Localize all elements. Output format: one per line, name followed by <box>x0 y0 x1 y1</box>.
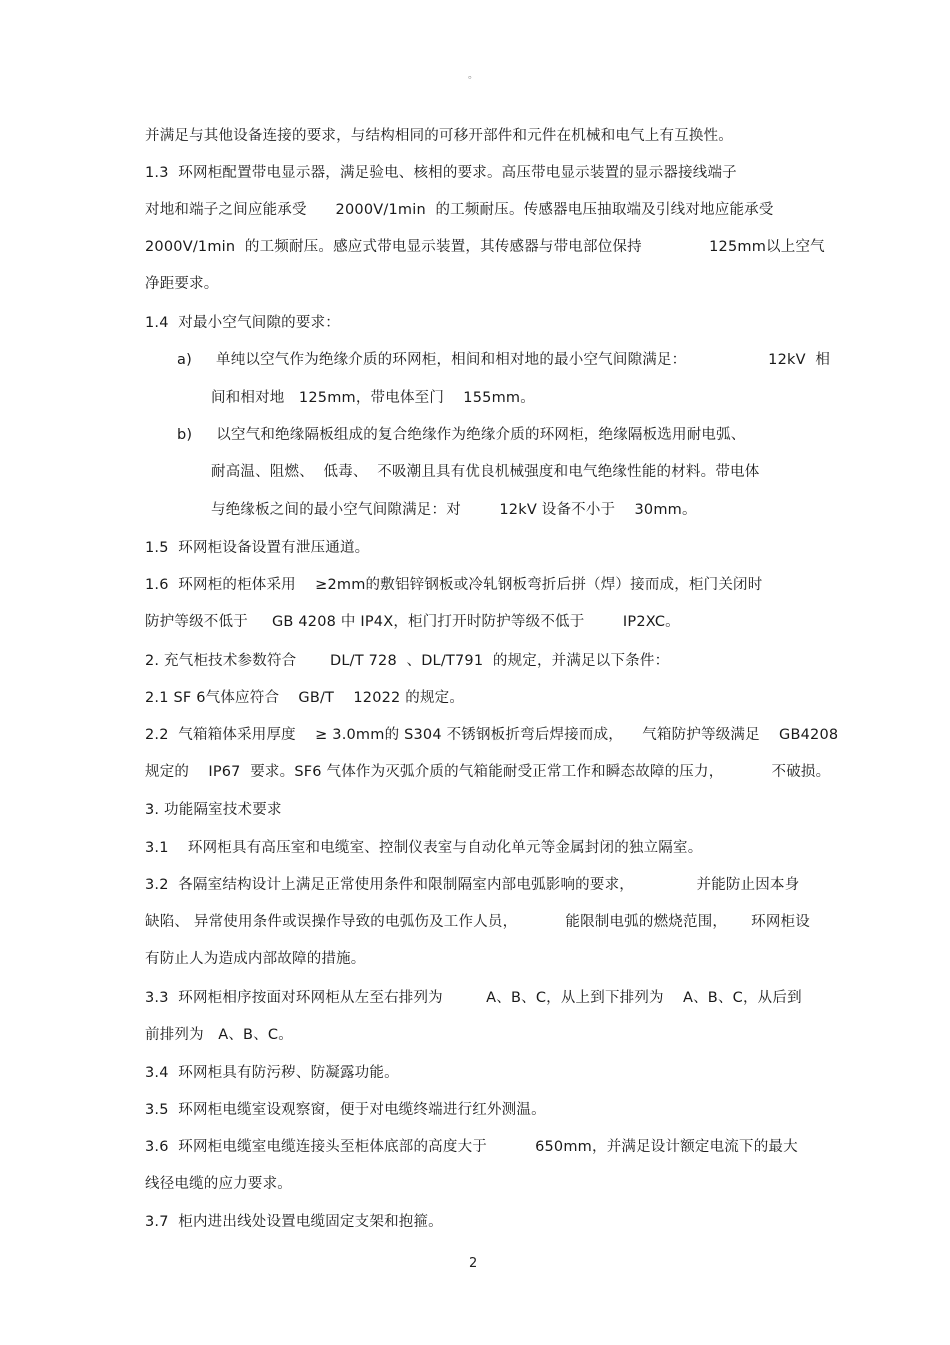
text-line: 缺陷、 异常使用条件或误操作导致的电弧伤及工作人员， 能限制电弧的燃烧范围， 环网柜设 <box>145 914 810 930</box>
text-line: 3.2 各隔室结构设计上满足正常使用条件和限制隔室内部电弧影响的要求， 并能防止因本身 <box>145 877 800 893</box>
text-line: 2. 充气柜技术参数符合 DL/T 728 、DL/T791 的规定，并满足以下条件： <box>145 653 670 669</box>
text-line: 2.1 SF 6气体应符合 GB/T 12022 的规定。 <box>145 690 465 706</box>
text-line: 1.3 环网柜配置带电显示器，满足验电、核相的要求。高压带电显示装置的显示器接线端子 <box>145 165 737 181</box>
text-line: 间和相对地 125mm，带电体至门 155mm。 <box>211 390 535 406</box>
header-mark: 。 <box>468 70 478 81</box>
text-line: 1.5 环网柜设备设置有泄压通道。 <box>145 540 370 556</box>
text-line: 3.1 环网柜具有高压室和电缆室、控制仪表室与自动化单元等金属封闭的独立隔室。 <box>145 840 703 856</box>
text-line: 线径电缆的应力要求。 <box>145 1176 292 1192</box>
text-line: a) 单纯以空气作为绝缘介质的环网柜，相间和相对地的最小空气间隙满足： 12kV 相 <box>177 352 831 368</box>
text-line: 3.3 环网柜相序按面对环网柜从左至右排列为 A、B、C，从上到下排列为 A、B、C，从后到 <box>145 990 802 1006</box>
text-line: 前排列为 A、B、C。 <box>145 1027 293 1043</box>
text-line: 3. 功能隔室技术要求 <box>145 802 282 818</box>
text-line: 耐高温、阻燃、 低毒、 不吸潮且具有优良机械强度和电气绝缘性能的材料。带电体 <box>211 464 760 480</box>
text-line: 3.4 环网柜具有防污秽、防凝露功能。 <box>145 1065 399 1081</box>
page-number: 2 <box>469 1256 478 1271</box>
text-line: 2.2 气箱箱体采用厚度 ≥ 3.0mm的 S304 不锈钢板折弯后焊接而成， 气箱防护等级满足 GB4208 <box>145 727 839 743</box>
text-line: 2000V/1min 的工频耐压。感应式带电显示装置，其传感器与带电部位保持 125mm以上空气 <box>145 239 825 255</box>
text-line: 3.5 环网柜电缆室设观察窗，便于对电缆终端进行红外测温。 <box>145 1102 546 1118</box>
text-line: b) 以空气和绝缘隔板组成的复合绝缘作为绝缘介质的环网柜，绝缘隔板选用耐电弧、 <box>177 427 746 443</box>
text-line: 防护等级不低于 GB 4208 中 IP4X，柜门打开时防护等级不低于 IP2XC。 <box>145 614 680 630</box>
text-line: 3.6 环网柜电缆室电缆连接头至柜体底部的高度大于 650mm，并满足设计额定电流下的最大 <box>145 1139 798 1155</box>
text-line: 1.4 对最小空气间隙的要求： <box>145 315 340 331</box>
text-line: 与绝缘板之间的最小空气间隙满足：对 12kV 设备不小于 30mm。 <box>211 502 697 518</box>
text-line: 规定的 IP67 要求。SF6 气体作为灭弧介质的气箱能耐受正常工作和瞬态故障的压力， 不破损。 <box>145 764 831 780</box>
text-line: 有防止人为造成内部故障的措施。 <box>145 951 366 967</box>
text-line: 净距要求。 <box>145 276 219 292</box>
text-line: 3.7 柜内进出线处设置电缆固定支架和抱箍。 <box>145 1214 443 1230</box>
text-line: 对地和端子之间应能承受 2000V/1min 的工频耐压。传感器电压抽取端及引线对地应能承受 <box>145 202 774 218</box>
text-line: 并满足与其他设备连接的要求，与结构相同的可移开部件和元件在机械和电气上有互换性。 <box>145 128 733 144</box>
text-line: 1.6 环网柜的柜体采用 ≥2mm的敷铝锌钢板或冷轧钢板弯折后拼（焊）接而成，柜门关闭时 <box>145 577 763 593</box>
